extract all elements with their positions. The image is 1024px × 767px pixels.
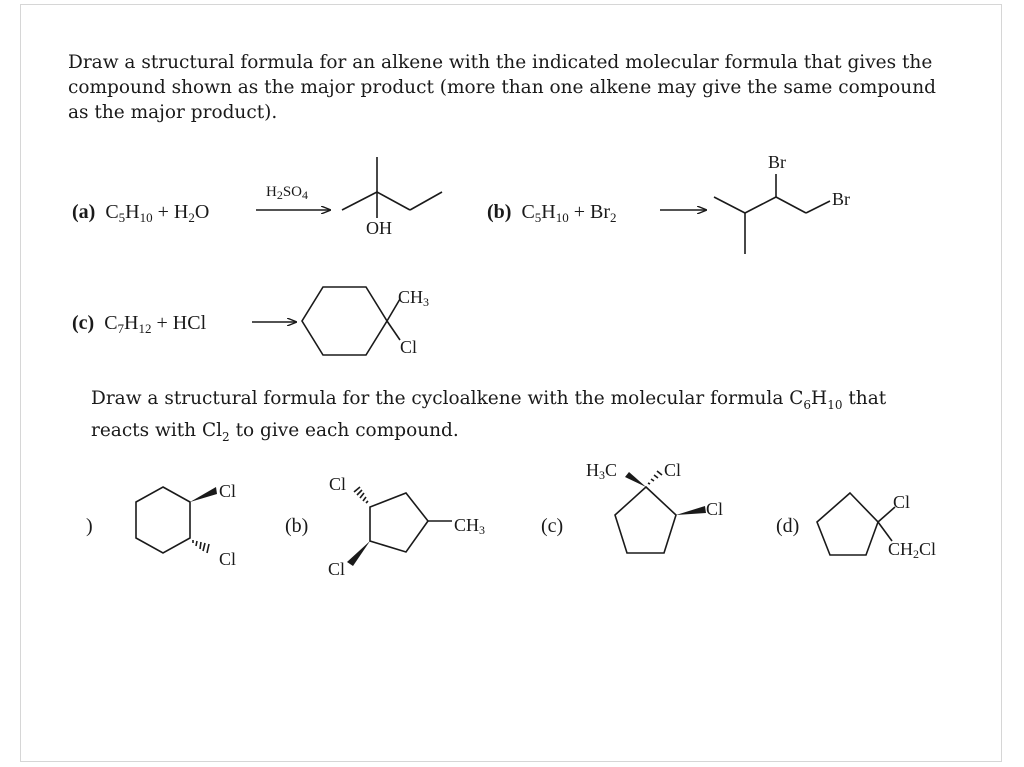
part1-c-h-sub: 12 (138, 321, 152, 336)
part1-b-br-sub: 2 (610, 210, 617, 225)
part2-d-ch2cl-sub: 2 (913, 547, 920, 561)
part1-c-h: H (124, 312, 139, 334)
part1-b-product-skeleton (714, 174, 830, 254)
part2-c-cyclopentane (615, 471, 706, 553)
part1-b-c-sub: 5 (534, 210, 542, 225)
part2-a-cl1: Cl (219, 481, 237, 501)
part2-d-cl: Cl (893, 492, 911, 512)
instructions-text-a: Draw a structural formula for the cycloalkene with the molecular formula C (91, 388, 804, 409)
part1-a-o: O (194, 201, 210, 223)
part2-c-cl2: Cl (706, 499, 724, 519)
part1-b-br2: Br (832, 189, 850, 209)
part1-b-plus: + Br (573, 201, 611, 223)
part2-a-label: ) (86, 515, 93, 537)
part2-a-cl2: Cl (219, 549, 237, 569)
part2-c-wedge-ch3 (625, 472, 646, 487)
part1-a-product-skeleton (342, 157, 442, 218)
part1-a-reagent-h: H (266, 184, 277, 200)
part1-a-oh: OH (366, 218, 392, 238)
formula-c6-sub: 6 (803, 398, 812, 412)
part2-b-cl1: Cl (329, 474, 347, 494)
part1-c-product-skeleton (302, 287, 400, 355)
part1-c-c: C (104, 312, 118, 334)
part2-b-cyclopentane (347, 487, 452, 566)
instructions-part-1: Draw a structural formula for an alkene with the indicated molecular formula that gives the compound shown as the major product (more than one alkene may give the same compound as the major product). (68, 52, 936, 123)
part2-c-wedge-cl (676, 506, 706, 515)
part2-c-h3c-h: H (586, 460, 599, 480)
part1-a-h2-sub: 2 (188, 210, 195, 225)
part2-b-label: (b) (285, 515, 309, 537)
part1-c-plus: + HCl (156, 312, 207, 334)
part2-b-wedge (347, 541, 370, 566)
part1-a-plus: + H (157, 201, 189, 223)
part2-c-h3c-sub: 3 (599, 468, 605, 482)
formula-h: H (811, 388, 828, 409)
part1-c-label: (c) (72, 312, 95, 334)
instructions-text-d: to give each compound. (229, 420, 459, 441)
part2-b-hash (354, 487, 368, 503)
part1-c-ch3-text: CH (398, 287, 424, 307)
part1-b-h-sub: 10 (555, 210, 569, 225)
part2-a-hash (193, 540, 209, 553)
part2-b-ch3-sub: 3 (479, 523, 486, 537)
part2-d-ch2cl-text: CH (888, 539, 914, 559)
part1-c-c-sub: 7 (117, 321, 125, 336)
part1-b-c: C (521, 201, 535, 223)
part2-a-wedge (190, 487, 217, 502)
part2-d-cyclopentane (817, 493, 895, 555)
formula-cl2-sub: 2 (222, 430, 230, 444)
part1-a-c-sub: 5 (118, 210, 126, 225)
part2-c-cl1: Cl (664, 460, 682, 480)
part1-a-h-sub: 10 (139, 210, 153, 225)
part1-b-br1: Br (768, 152, 786, 172)
instructions-text-c: reacts with Cl (91, 420, 223, 441)
part2-d-label: (d) (776, 515, 800, 537)
part1-c-cl: Cl (400, 337, 418, 357)
part1-c-ch3-sub: 3 (423, 295, 430, 309)
part2-b-cl2: Cl (328, 559, 346, 579)
part1-a-h: H (125, 201, 140, 223)
part2-c-label: (c) (541, 515, 564, 537)
part2-c-h3c-c: C (605, 460, 618, 480)
part2-b-ch3-text: CH (454, 515, 480, 535)
formula-h10-sub: 10 (827, 398, 843, 412)
part1-a-reagent-sub1: 2 (276, 188, 283, 202)
part2-c-hash (648, 471, 662, 484)
part1-a-reagent-so: SO (282, 184, 303, 200)
part1-a-reagent-sub2: 4 (302, 188, 309, 202)
part1-a-c: C (105, 201, 119, 223)
part2-d-ch2cl-end: Cl (919, 539, 937, 559)
part1-b-h: H (541, 201, 556, 223)
part1-b-label: (b) (487, 201, 512, 223)
part2-a-cyclohexane (136, 487, 217, 553)
part1-a-label: (a) (72, 201, 96, 223)
instructions-text-b: that (842, 388, 887, 409)
